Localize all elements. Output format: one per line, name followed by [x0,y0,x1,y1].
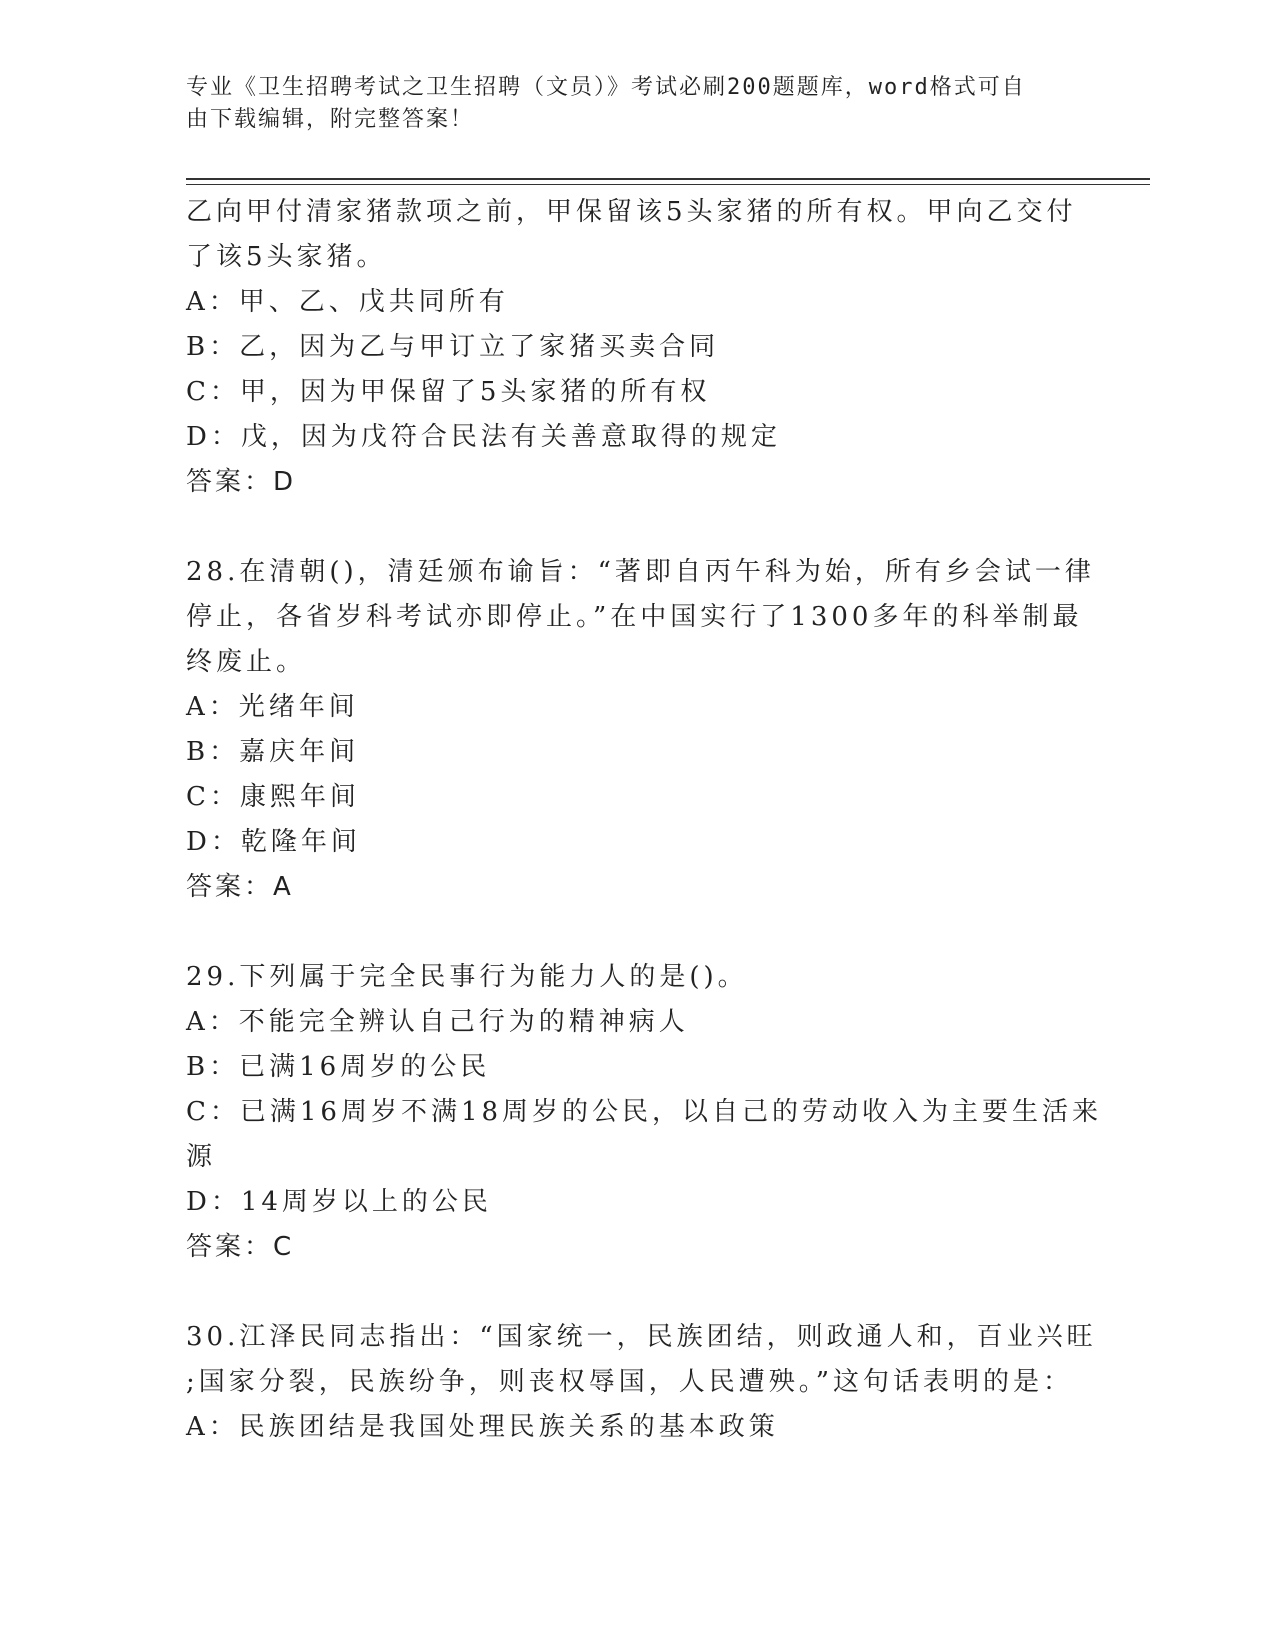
answer-line: 答案：A [186,872,294,902]
option-d: D：乾隆年间 [186,827,361,857]
question-stem-line: 了该5头家猪。 [186,242,387,272]
option-a: A：甲、乙、戊共同所有 [186,287,509,317]
document-body [186,190,1103,1450]
question-27 [186,190,1077,505]
option-d: D：戊，因为戊符合民法有关善意取得的规定 [186,422,781,452]
option-d: D：14周岁以上的公民 [186,1187,492,1217]
question-stem-line: ;国家分裂，民族纷争，则丧权辱国，人民遭殃。”这句话表明的是： [186,1367,1074,1397]
option-a: A：光绪年间 [186,692,359,722]
option-c-continued: 源 [186,1142,217,1172]
spacer [186,1270,1066,1315]
question-30 [186,1315,1097,1450]
spacer [186,505,1066,550]
question-29 [186,955,1103,1270]
question-stem-line: 28.在清朝()，清廷颁布谕旨：“著即自丙午科为始，所有乡会试一律 [186,557,1095,587]
option-a: A：民族团结是我国处理民族关系的基本政策 [186,1412,779,1442]
header-line-2: 由下载编辑，附完整答案！ [186,107,475,132]
spacer [186,910,1066,955]
question-stem-line: 30.江泽民同志指出：“国家统一，民族团结，则政通人和，百业兴旺 [186,1322,1097,1352]
option-c: C：康熙年间 [186,782,360,812]
option-c: C：已满16周岁不满18周岁的公民，以自己的劳动收入为主要生活来 [186,1097,1103,1127]
option-b: B：乙，因为乙与甲订立了家猪买卖合同 [186,332,720,362]
option-b: B：嘉庆年间 [186,737,360,767]
answer-line: 答案：C [186,1232,295,1262]
page-header [186,72,1066,136]
option-a: A：不能完全辨认自己行为的精神病人 [186,1007,689,1037]
header-divider-thick [186,178,1150,180]
header-divider-thin [186,184,1150,185]
question-28 [186,550,1095,910]
question-stem-line: 29.下列属于完全民事行为能力人的是()。 [186,962,748,992]
question-stem-line: 停止，各省岁科考试亦即停止。”在中国实行了1300多年的科举制最 [186,602,1083,632]
option-b: B：已满16周岁的公民 [186,1052,491,1082]
question-stem-line: 终废止。 [186,647,307,677]
question-stem-line: 乙向甲付清家猪款项之前，甲保留该5头家猪的所有权。甲向乙交付 [186,197,1077,227]
header-line-1: 专业《卫生招聘考试之卫生招聘（文员）》考试必刷200题题库，word格式可自 [186,75,1026,100]
answer-line: 答案：D [186,467,297,497]
option-c: C：甲，因为甲保留了5头家猪的所有权 [186,377,711,407]
